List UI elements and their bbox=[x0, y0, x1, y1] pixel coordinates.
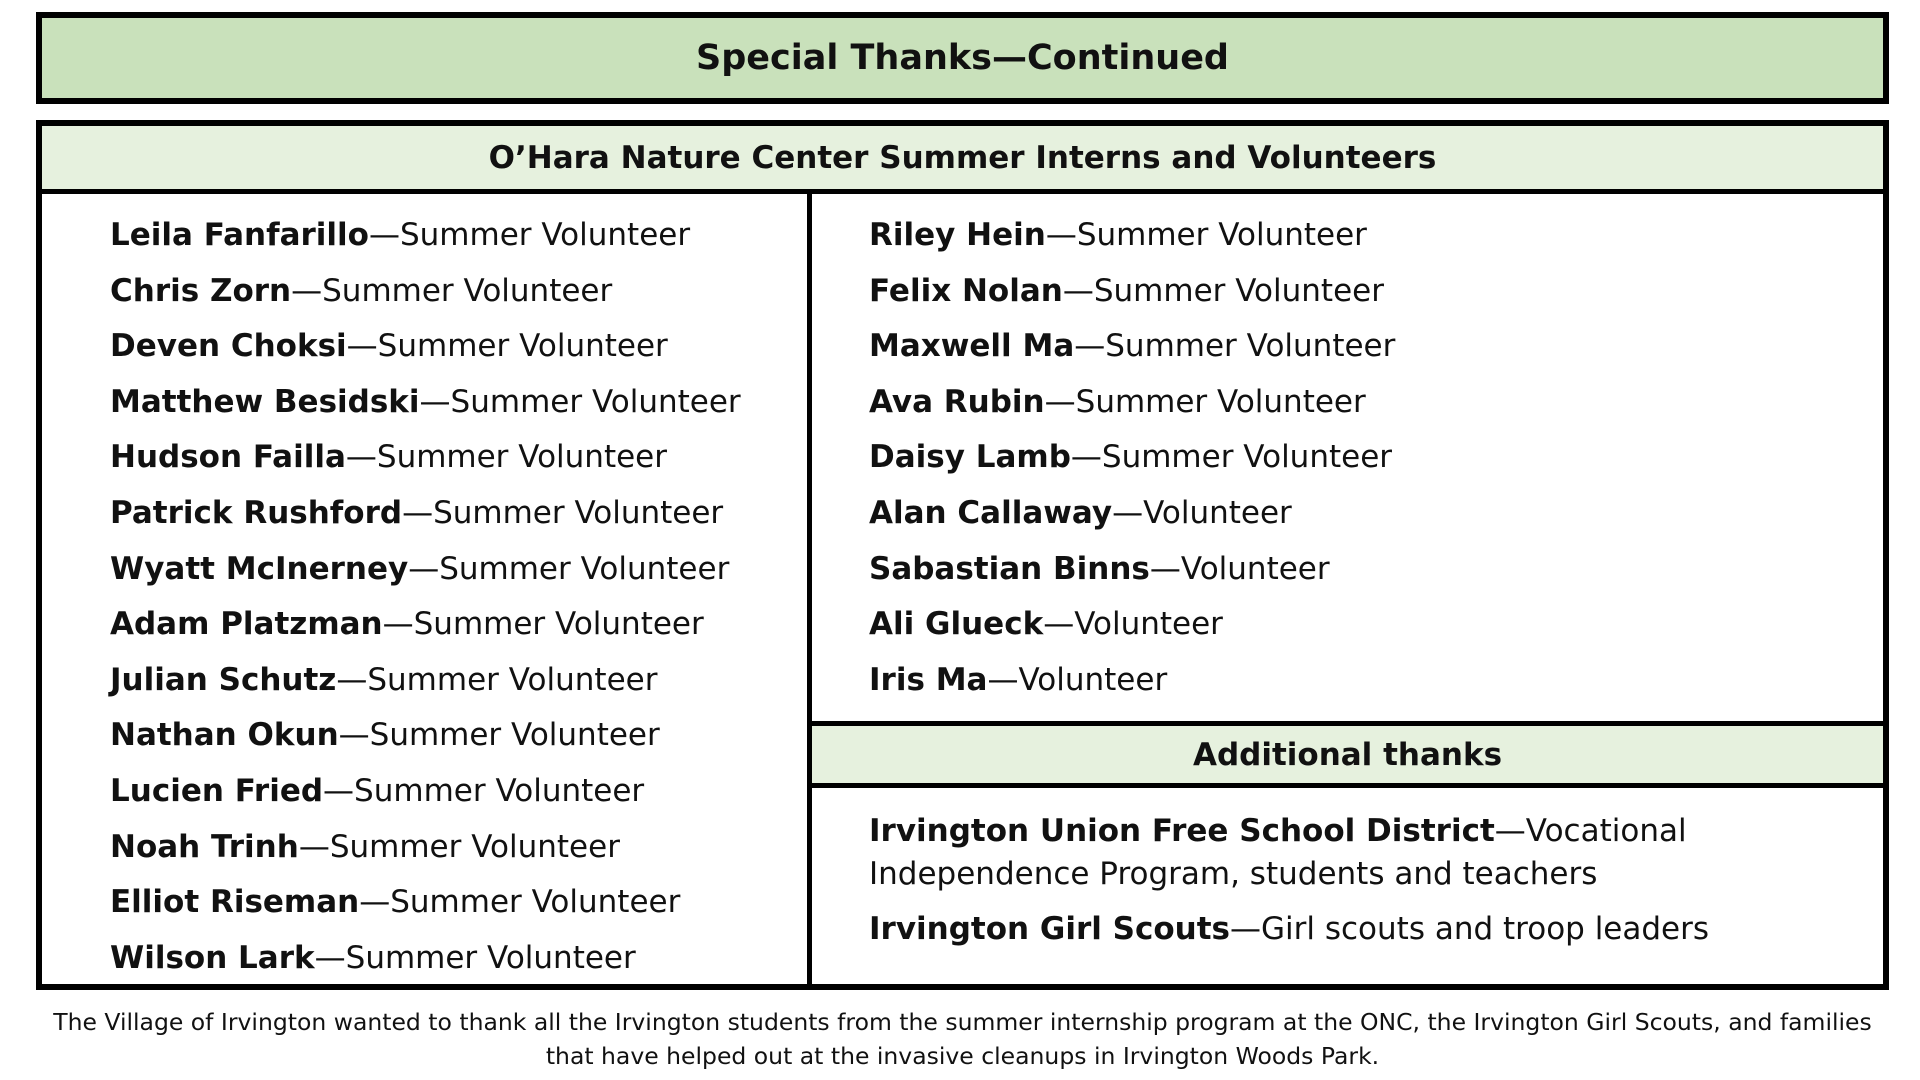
volunteer-entry bbox=[869, 319, 1883, 375]
volunteer-name: Riley Hein bbox=[869, 217, 1046, 253]
volunteer-entry bbox=[110, 319, 807, 375]
volunteer-name: Adam Platzman bbox=[110, 606, 383, 643]
volunteer-role: —Summer Volunteer bbox=[1074, 328, 1396, 365]
organization-name: Irvington Union Free School District bbox=[869, 813, 1495, 849]
additional-thanks-header bbox=[812, 726, 1883, 788]
volunteer-name: Wilson Lark bbox=[110, 939, 315, 976]
organization-description: —Girl scouts and troop leaders bbox=[1230, 911, 1710, 947]
organization-name: Irvington Girl Scouts bbox=[869, 911, 1231, 947]
volunteer-name: Daisy Lamb bbox=[869, 439, 1071, 476]
right-column bbox=[812, 194, 1883, 984]
volunteer-role: —Volunteer bbox=[987, 661, 1168, 698]
volunteer-role: —Summer Volunteer bbox=[1045, 217, 1367, 253]
section-title: O’Hara Nature Center Summer Interns and Volunteers bbox=[488, 139, 1437, 176]
volunteer-entry bbox=[869, 208, 1883, 264]
page-title-banner bbox=[36, 12, 1889, 104]
volunteer-name: Nathan Okun bbox=[110, 717, 339, 754]
volunteer-name: Leila Fanfarillo bbox=[110, 217, 369, 253]
volunteer-name: Lucien Fried bbox=[110, 772, 324, 809]
volunteer-role: —Summer Volunteer bbox=[345, 439, 668, 476]
volunteer-entry bbox=[110, 653, 807, 709]
volunteers-table bbox=[36, 120, 1889, 990]
volunteer-role: —Summer Volunteer bbox=[338, 717, 660, 754]
volunteer-name: Iris Ma bbox=[869, 661, 988, 698]
volunteer-name: Hudson Failla bbox=[110, 439, 346, 476]
volunteer-name: Maxwell Ma bbox=[869, 328, 1075, 365]
volunteer-role: —Summer Volunteer bbox=[408, 550, 730, 587]
volunteer-entry bbox=[110, 764, 807, 820]
volunteer-entry bbox=[110, 486, 807, 542]
volunteer-entry bbox=[110, 875, 807, 931]
footer-note: The Village of Irvington wanted to thank all the Irvington students from the summer internship program at the ONC, the Irvington Girl Scouts, and families that have helped out at the invasive cleanups in Irvington Woods Park. bbox=[53, 1008, 1872, 1070]
volunteer-name: Chris Zorn bbox=[110, 272, 292, 309]
volunteer-name: Julian Schutz bbox=[110, 661, 337, 698]
volunteer-role: —Summer Volunteer bbox=[1044, 383, 1366, 420]
volunteer-name: Wyatt McInerney bbox=[110, 550, 409, 587]
additional-thanks-entry bbox=[869, 908, 1843, 951]
volunteer-name: Sabastian Binns bbox=[869, 550, 1150, 587]
volunteer-name: Elliot Riseman bbox=[110, 884, 360, 921]
additional-thanks-list bbox=[812, 788, 1883, 963]
volunteer-role: —Summer Volunteer bbox=[1070, 439, 1393, 476]
volunteer-entry bbox=[869, 375, 1883, 431]
volunteer-role: —Summer Volunteer bbox=[419, 383, 741, 420]
volunteer-name: Deven Choksi bbox=[110, 328, 347, 365]
volunteer-entry bbox=[869, 653, 1883, 709]
volunteer-name: Alan Callaway bbox=[869, 494, 1113, 531]
volunteer-entry bbox=[110, 820, 807, 876]
volunteer-role: —Summer Volunteer bbox=[402, 494, 724, 531]
volunteer-entry bbox=[110, 264, 807, 320]
volunteer-role: —Summer Volunteer bbox=[291, 272, 613, 309]
volunteer-role: —Summer Volunteer bbox=[368, 217, 691, 253]
volunteer-entry bbox=[110, 542, 807, 598]
volunteer-role: —Volunteer bbox=[1043, 606, 1223, 643]
left-volunteer-column bbox=[42, 194, 812, 984]
volunteer-role: —Summer Volunteer bbox=[382, 606, 704, 643]
volunteer-role: —Volunteer bbox=[1149, 550, 1330, 587]
volunteer-entry bbox=[110, 597, 807, 653]
volunteer-entry bbox=[869, 542, 1883, 598]
volunteer-name: Felix Nolan bbox=[869, 272, 1063, 309]
organization-description: —Vocational Independence Program, students and teachers bbox=[869, 813, 1687, 892]
volunteer-entry bbox=[869, 430, 1883, 486]
volunteer-entry bbox=[869, 597, 1883, 653]
volunteer-name: Ava Rubin bbox=[869, 383, 1045, 420]
page-title: Special Thanks—Continued bbox=[696, 38, 1229, 78]
volunteer-role: —Summer Volunteer bbox=[346, 328, 668, 365]
volunteer-role: —Summer Volunteer bbox=[336, 661, 658, 698]
volunteer-role: —Summer Volunteer bbox=[1062, 272, 1384, 309]
volunteer-role: —Summer Volunteer bbox=[314, 939, 636, 976]
volunteer-role: —Summer Volunteer bbox=[359, 884, 681, 921]
volunteer-entry bbox=[110, 708, 807, 764]
volunteer-entry bbox=[110, 430, 807, 486]
volunteer-role: —Summer Volunteer bbox=[323, 772, 645, 809]
additional-thanks-title: Additional thanks bbox=[1192, 736, 1503, 773]
volunteer-role: —Summer Volunteer bbox=[298, 828, 620, 865]
volunteer-name: Ali Glueck bbox=[869, 606, 1044, 643]
volunteer-entry bbox=[869, 486, 1883, 542]
volunteer-entry bbox=[110, 375, 807, 431]
volunteer-entry bbox=[110, 931, 807, 987]
volunteer-role: —Volunteer bbox=[1112, 494, 1292, 531]
volunteer-entry bbox=[110, 208, 807, 264]
additional-thanks-entry bbox=[869, 810, 1843, 896]
right-volunteer-list bbox=[812, 194, 1883, 726]
volunteer-name: Patrick Rushford bbox=[110, 494, 403, 531]
volunteer-name: Noah Trinh bbox=[110, 828, 299, 865]
volunteer-name: Matthew Besidski bbox=[110, 383, 420, 420]
volunteer-entry bbox=[869, 264, 1883, 320]
section-header bbox=[42, 126, 1883, 194]
